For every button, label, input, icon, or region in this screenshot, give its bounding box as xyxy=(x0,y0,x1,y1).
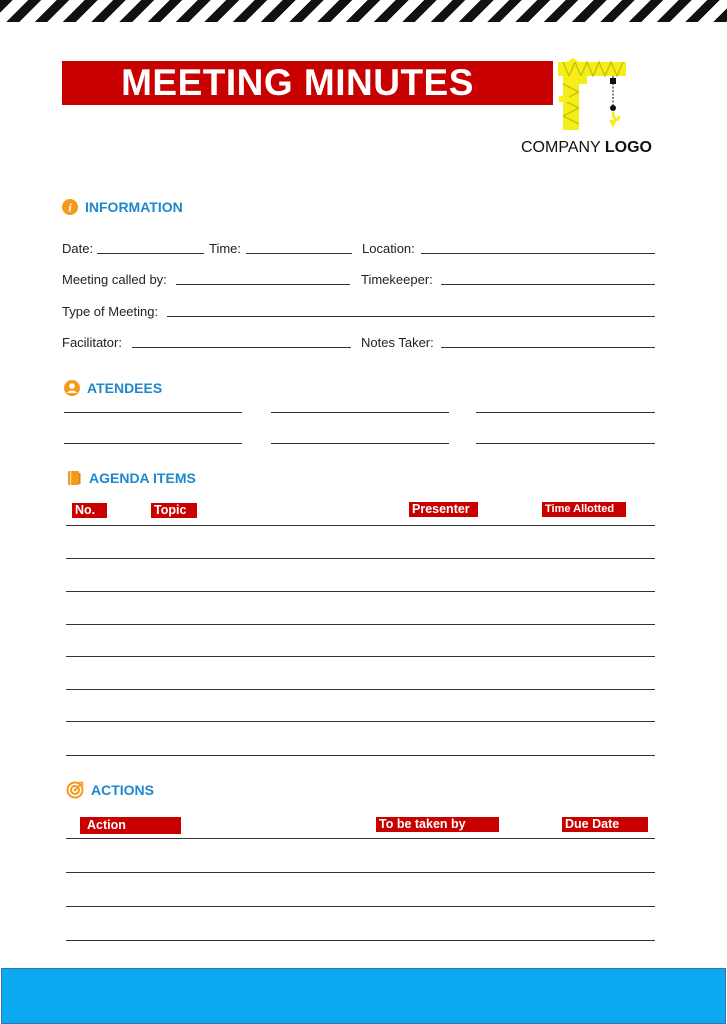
section-attendees-label: ATENDEES xyxy=(87,380,163,396)
agenda-row-line[interactable] xyxy=(66,721,655,722)
action-row-line[interactable] xyxy=(66,940,655,941)
agenda-row-line[interactable] xyxy=(66,656,655,657)
actions-header-action: Action xyxy=(80,817,181,834)
attendee-field-1[interactable] xyxy=(64,412,242,413)
crane-icon xyxy=(557,58,629,132)
company-logo-part1: COMPANY xyxy=(521,139,601,156)
action-row-line[interactable] xyxy=(66,872,655,873)
page-title: MEETING MINUTES xyxy=(121,62,474,103)
timekeeper-field[interactable] xyxy=(441,284,655,285)
agenda-header-time-allotted: Time Allotted xyxy=(542,502,626,517)
date-field[interactable] xyxy=(97,253,204,254)
section-actions-label: ACTIONS xyxy=(91,782,154,798)
agenda-row-line[interactable] xyxy=(66,755,655,756)
date-label: Date: xyxy=(62,241,94,256)
attendee-field-4[interactable] xyxy=(64,443,242,444)
target-icon xyxy=(66,781,84,799)
section-information-heading xyxy=(62,199,183,215)
notes-taker-field[interactable] xyxy=(441,347,655,348)
attendee-field-6[interactable] xyxy=(476,443,655,444)
company-logo-text xyxy=(521,139,666,159)
time-label: Time: xyxy=(209,241,242,256)
called-by-label: Meeting called by: xyxy=(62,272,167,287)
actions-header-due-date: Due Date xyxy=(562,817,648,832)
location-field[interactable] xyxy=(421,253,655,254)
agenda-row-line[interactable] xyxy=(66,689,655,690)
facilitator-label: Facilitator: xyxy=(62,335,122,350)
section-attendees-heading xyxy=(64,380,162,396)
agenda-row-line[interactable] xyxy=(66,558,655,559)
section-actions-heading xyxy=(66,781,154,799)
section-information-label: INFORMATION xyxy=(85,199,183,215)
user-circle-icon xyxy=(64,380,80,396)
agenda-row-line[interactable] xyxy=(66,624,655,625)
meeting-type-label: Type of Meeting: xyxy=(62,304,159,319)
attendee-field-3[interactable] xyxy=(476,412,655,413)
called-by-field[interactable] xyxy=(176,284,350,285)
agenda-header-presenter: Presenter xyxy=(409,502,478,517)
agenda-header-no: No. xyxy=(72,503,107,518)
book-icon xyxy=(66,470,82,486)
agenda-row-line xyxy=(66,525,655,526)
attendee-field-5[interactable] xyxy=(271,443,449,444)
title-banner xyxy=(62,61,553,105)
section-agenda-heading xyxy=(66,470,196,486)
notes-taker-label: Notes Taker: xyxy=(361,335,434,350)
info-circle-icon xyxy=(62,199,78,215)
svg-text:i: i xyxy=(68,200,72,215)
action-row-line xyxy=(66,838,655,839)
timekeeper-label: Timekeeper: xyxy=(361,272,433,287)
attendee-field-2[interactable] xyxy=(271,412,449,413)
hazard-stripe-border xyxy=(0,0,727,22)
facilitator-field[interactable] xyxy=(132,347,351,348)
company-logo-part2: LOGO xyxy=(604,139,652,156)
section-agenda-label: AGENDA ITEMS xyxy=(89,470,196,486)
meeting-type-field[interactable] xyxy=(167,316,655,317)
time-field[interactable] xyxy=(246,253,352,254)
actions-header-taken-by: To be taken by xyxy=(376,817,499,832)
agenda-header-topic: Topic xyxy=(151,503,197,518)
footer-band xyxy=(1,968,726,1024)
agenda-row-line[interactable] xyxy=(66,591,655,592)
location-label: Location: xyxy=(362,241,415,256)
action-row-line[interactable] xyxy=(66,906,655,907)
